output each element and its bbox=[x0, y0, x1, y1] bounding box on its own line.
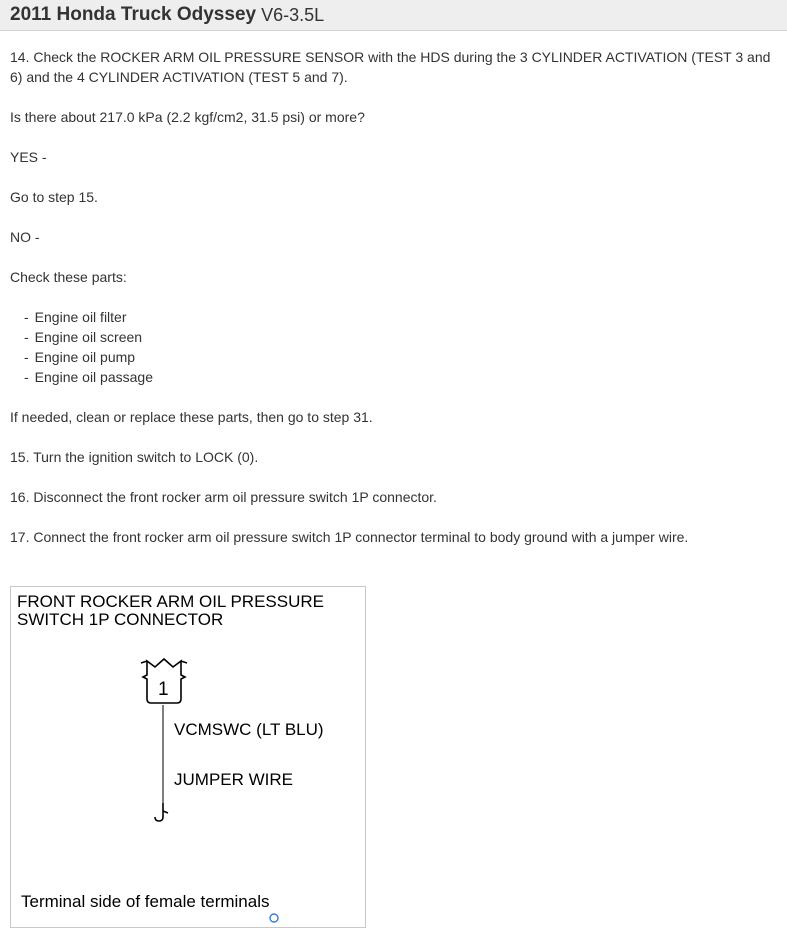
wire-label: VCMSWC (LT BLU) bbox=[174, 720, 324, 739]
terminal-number: 1 bbox=[158, 679, 169, 700]
connector-diagram-svg bbox=[11, 587, 365, 927]
list-item: - Engine oil passage bbox=[24, 369, 153, 385]
vehicle-title: 2011 Honda Truck Odyssey bbox=[10, 4, 257, 25]
list-item: - Engine oil screen bbox=[24, 329, 143, 345]
figure-caption: Terminal side of female terminals bbox=[21, 892, 270, 911]
step-15-text: 15. Turn the ignition switch to LOCK (0). bbox=[10, 449, 259, 465]
ground-clip-icon bbox=[155, 803, 168, 821]
yes-label: YES - bbox=[10, 149, 47, 165]
parts-list bbox=[10, 307, 777, 387]
page-header bbox=[0, 0, 787, 31]
step-14-text: 14. Check the ROCKER ARM OIL PRESSURE SENSOR with the HDS during the 3 CYLINDER ACTIVATION (TEST 3 and 6) and the 4 CYLINDER ACTIVATION (TEST 5 and 7). bbox=[10, 49, 771, 85]
connector-diagram bbox=[10, 586, 366, 928]
list-item: - Engine oil pump bbox=[24, 349, 136, 365]
no-label: NO - bbox=[10, 229, 40, 245]
figure-title-line2: SWITCH 1P CONNECTOR bbox=[17, 610, 224, 629]
yes-action: Go to step 15. bbox=[10, 189, 98, 205]
question-text: Is there about 217.0 kPa (2.2 kgf/cm2, 31.5 psi) or more? bbox=[10, 109, 365, 125]
figure-title-line1: FRONT ROCKER ARM OIL PRESSURE bbox=[17, 592, 324, 611]
engine-subtitle: V6-3.5L bbox=[261, 4, 325, 25]
step-16-text: 16. Disconnect the front rocker arm oil pressure switch 1P connector. bbox=[10, 489, 437, 505]
step-17-text: 17. Connect the front rocker arm oil pressure switch 1P connector terminal to body ground with a jumper wire. bbox=[10, 529, 689, 545]
procedure-content bbox=[0, 31, 787, 547]
no-action: Check these parts: bbox=[10, 269, 127, 285]
jumper-wire-label: JUMPER WIRE bbox=[174, 770, 293, 789]
if-needed-text: If needed, clean or replace these parts, then go to step 31. bbox=[10, 409, 373, 425]
list-item: - Engine oil filter bbox=[24, 309, 127, 325]
zoom-marker-icon[interactable] bbox=[270, 914, 278, 922]
